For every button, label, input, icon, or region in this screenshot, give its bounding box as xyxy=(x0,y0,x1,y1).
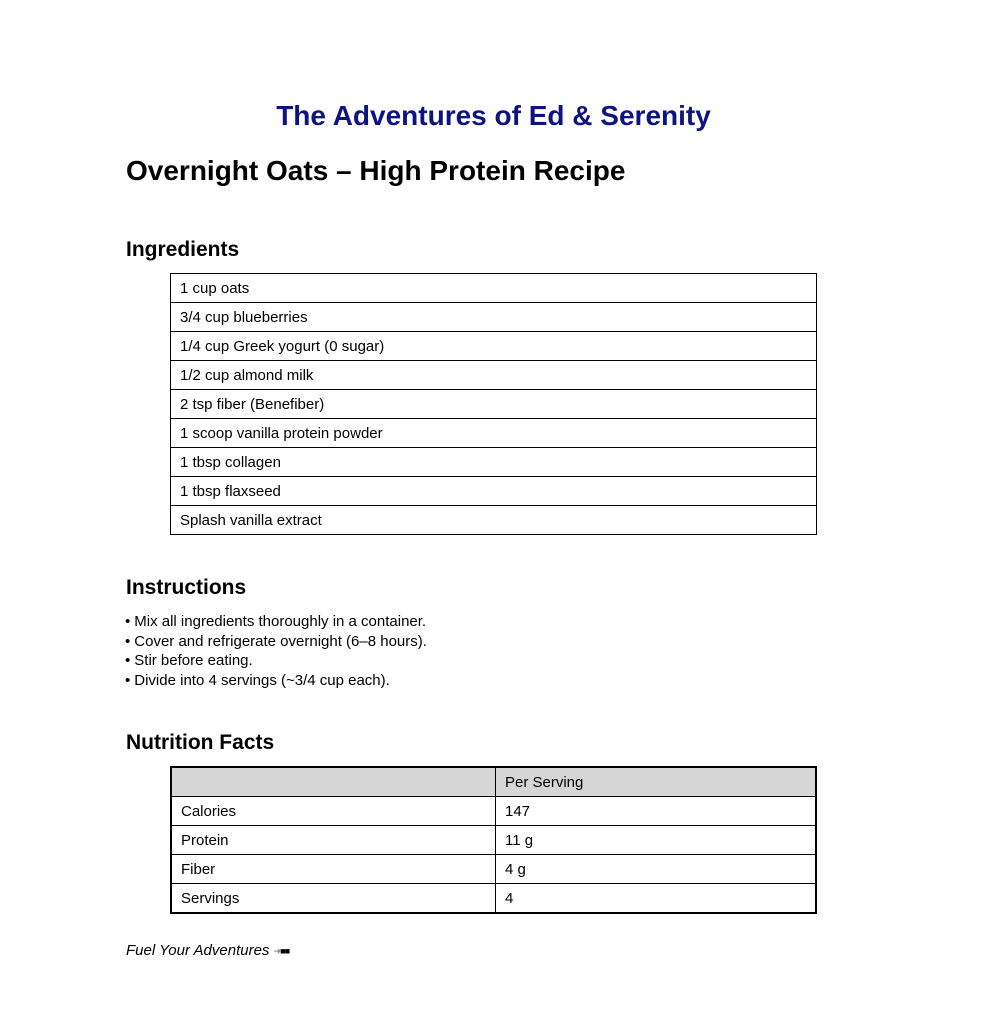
nutrient-label: Protein xyxy=(171,826,496,855)
table-row xyxy=(171,506,817,535)
nutrition-table xyxy=(170,766,817,914)
table-row xyxy=(171,477,817,506)
nutrient-value: 4 g xyxy=(496,855,817,884)
table-row xyxy=(171,274,817,303)
ingredient-item: 3/4 cup blueberries xyxy=(171,303,817,332)
footer-tagline xyxy=(126,941,289,961)
ingredient-item: Splash vanilla extract xyxy=(171,506,817,535)
nutrient-value: 11 g xyxy=(496,826,817,855)
ingredient-item: 1 tbsp flaxseed xyxy=(171,477,817,506)
ingredient-item: 1 cup oats xyxy=(171,274,817,303)
nutrient-label: Servings xyxy=(171,884,496,914)
instruction-step: • Cover and refrigerate overnight (6–8 hours). xyxy=(125,632,427,652)
table-row xyxy=(171,419,817,448)
ingredient-item: 1 scoop vanilla protein powder xyxy=(171,419,817,448)
column-header-label xyxy=(171,767,496,797)
instructions-heading: Instructions xyxy=(126,576,247,599)
site-title: The Adventures of Ed & Serenity xyxy=(276,100,711,131)
recipe-title: Overnight Oats – High Protein Recipe xyxy=(126,155,626,186)
column-header-per-serving: Per Serving xyxy=(496,767,817,797)
table-row xyxy=(171,303,817,332)
nutrient-value: 147 xyxy=(496,797,817,826)
table-row xyxy=(171,797,816,826)
ingredient-item: 1/2 cup almond milk xyxy=(171,361,817,390)
table-row xyxy=(171,884,816,914)
table-row xyxy=(171,332,817,361)
table-header-row xyxy=(171,767,816,797)
table-row xyxy=(171,361,817,390)
arrow-blocks-icon: ➜■■ xyxy=(273,946,290,957)
nutrient-value: 4 xyxy=(496,884,817,914)
table-row xyxy=(171,826,816,855)
instructions-list xyxy=(125,612,427,690)
table-row xyxy=(171,390,817,419)
ingredient-item: 2 tsp fiber (Benefiber) xyxy=(171,390,817,419)
ingredients-heading: Ingredients xyxy=(126,238,240,261)
ingredient-item: 1/4 cup Greek yogurt (0 sugar) xyxy=(171,332,817,361)
footer-tagline-text: Fuel Your Adventures xyxy=(126,942,270,959)
nutrient-label: Calories xyxy=(171,797,496,826)
instruction-step: • Divide into 4 servings (~3/4 cup each). xyxy=(125,671,427,691)
instruction-step: • Stir before eating. xyxy=(125,651,427,671)
nutrition-heading: Nutrition Facts xyxy=(126,731,275,754)
table-row xyxy=(171,855,816,884)
nutrient-label: Fiber xyxy=(171,855,496,884)
instruction-step: • Mix all ingredients thoroughly in a container. xyxy=(125,612,427,632)
ingredient-item: 1 tbsp collagen xyxy=(171,448,817,477)
ingredients-table xyxy=(170,273,817,535)
table-row xyxy=(171,448,817,477)
